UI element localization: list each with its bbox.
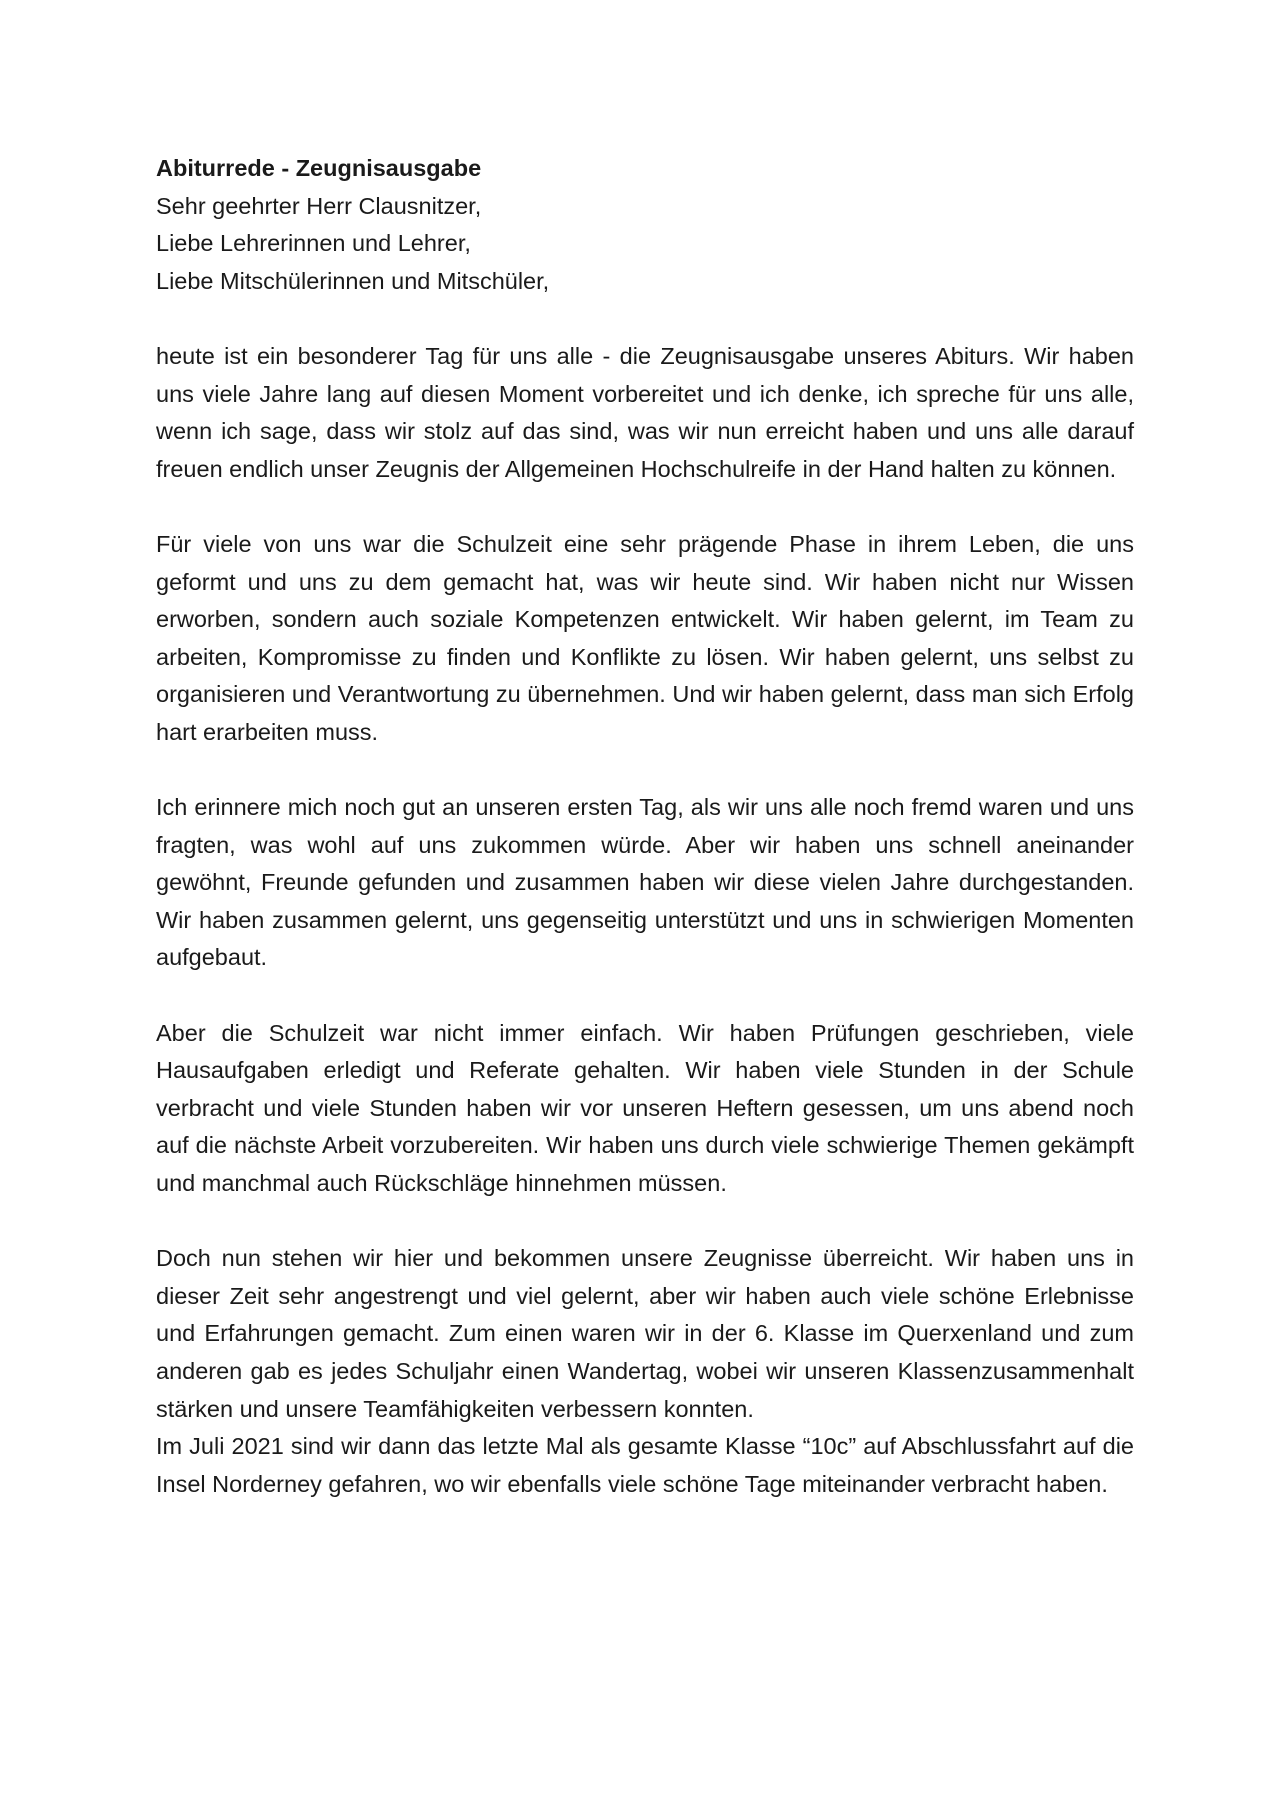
- paragraph-first-day: Ich erinnere mich noch gut an unseren ersten Tag, als wir uns alle noch fremd waren und uns fragten, was wohl auf uns zukommen würde. Aber wir haben uns schnell aneinander gewöhnt, Freunde gefunden und zusammen haben wir diese vielen Jahre durchgestanden. Wir haben zusammen gelernt, uns gegenseitig unterstützt und uns in schwierigen Momenten aufgebaut.: [156, 794, 1134, 971]
- speech-text: [156, 150, 1134, 1503]
- paragraph-class-trip: Im Juli 2021 sind wir dann das letzte Mal als gesamte Klasse “10c” auf Abschlussfahrt auf die Insel Norderney gefahren, wo wir ebenfalls viele schöne Tage miteinander verbracht haben.: [156, 1433, 1134, 1497]
- paragraph-spacer: [156, 752, 1134, 790]
- paragraph-spacer: [156, 300, 1134, 338]
- paragraph-school-years: Für viele von uns war die Schulzeit eine sehr prägende Phase in ihrem Leben, die uns geformt und uns zu dem gemacht hat, was wir heute sind. Wir haben nicht nur Wissen erworben, sondern auch soziale Kompetenzen entwickelt. Wir haben gelernt, im Team zu arbeiten, Kompromisse zu finden und Konflikte zu lösen. Wir haben gelernt, uns selbst zu organisieren und Verantwortung zu übernehmen. Und wir haben gelernt, dass man sich Erfolg hart erarbeiten muss.: [156, 530, 1134, 745]
- paragraph-spacer: [156, 488, 1134, 526]
- salutation-students: Liebe Mitschülerinnen und Mitschüler,: [156, 267, 550, 294]
- paragraph-spacer: [156, 1203, 1134, 1241]
- paragraph-certificates: Doch nun stehen wir hier und bekommen unsere Zeugnisse überreicht. Wir haben uns in dieser Zeit sehr angestrengt und viel gelernt, aber wir haben auch viele schöne Erlebnisse und Erfahrungen gemacht. Zum einen waren wir in der 6. Klasse im Querxenland und zum anderen gab es jedes Schuljahr einen Wandertag, wobei wir unseren Klassenzusammenhalt stärken und unsere Teamfähigkeiten verbessern konnten.: [156, 1245, 1134, 1422]
- speech-title: Abiturrede - Zeugnisausgabe: [156, 155, 482, 181]
- paragraph-hard-times: Aber die Schulzeit war nicht immer einfach. Wir haben Prüfungen geschrieben, viele Hausaufgaben erledigt und Referate gehalten. Wir haben viele Stunden in der Schule verbracht und viele Stunden haben wir vor unseren Heftern gesessen, um uns abend noch auf die nächste Arbeit vorzubereiten. Wir haben uns durch viele schwierige Themen gekämpft und manchmal auch Rückschläge hinnehmen müssen.: [156, 1019, 1134, 1197]
- paragraph-intro: heute ist ein besonderer Tag für uns alle - die Zeugnisausgabe unseres Abiturs. Wir haben uns viele Jahre lang auf diesen Moment vorbereitet und ich denke, ich spreche für uns alle, wenn ich sage, dass wir stolz auf das sind, was wir nun erreicht haben und uns alle darauf freuen endlich unser Zeugnis der Allgemeinen Hochschulreife in der Hand halten zu können.: [156, 342, 1134, 482]
- salutation-principal: Sehr geehrter Herr Clausnitzer,: [156, 192, 482, 219]
- paragraph-spacer: [156, 977, 1134, 1015]
- salutation-teachers: Liebe Lehrerinnen und Lehrer,: [156, 230, 471, 257]
